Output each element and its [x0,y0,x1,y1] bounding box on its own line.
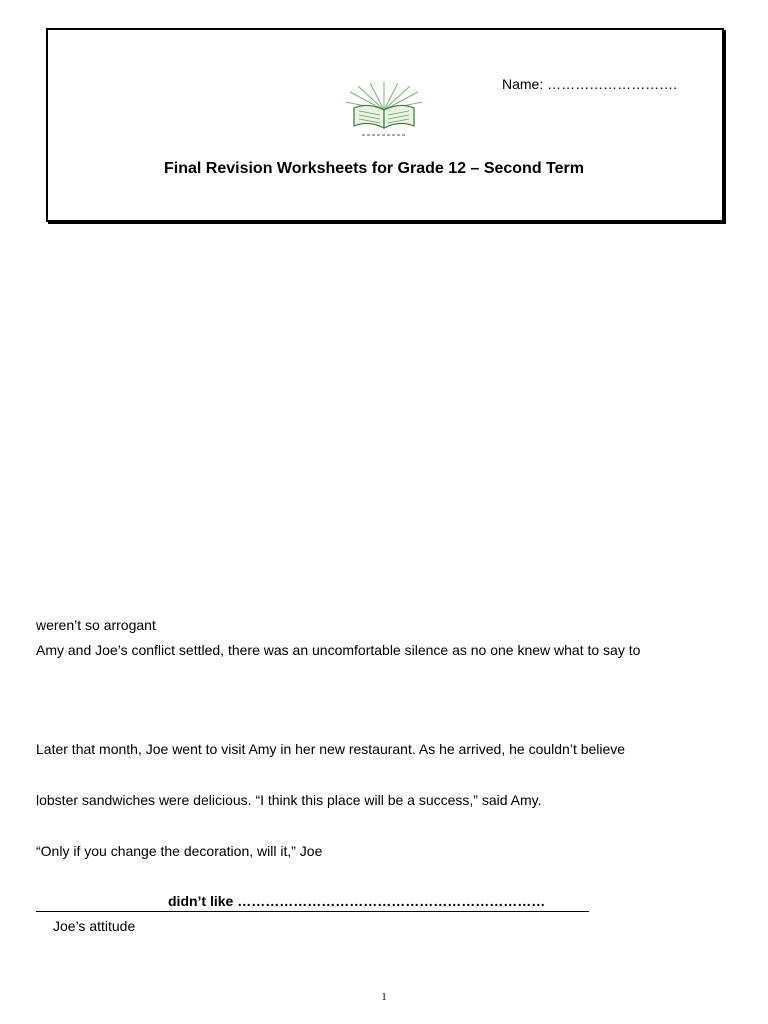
text-line-2: Amy and Joe’s conflict settled, there was an uncomfortable silence as no one knew what to say to [36,642,641,658]
page-title: Final Revision Worksheets for Grade 12 – Second Term [164,160,584,177]
text-line-4: lobster sandwiches were delicious. “I think this place will be a success,” said Amy. [36,792,542,808]
answer-line[interactable] [36,893,589,912]
text-line-1: weren’t so arrogant [36,617,156,633]
name-field[interactable]: Name: ………………………. [502,76,678,92]
text-line-3: Later that month, Joe went to visit Amy in her new restaurant. As he arrived, he couldn’t believe [36,741,626,757]
page-number: 1 [381,991,387,1003]
open-book-logo-icon [342,82,426,138]
header-box [46,28,724,222]
text-line-5: “Only if you change the decoration, will it,” Joe [36,843,323,859]
answer-option: Joe’s attitude [53,918,136,934]
answer-text: didn’t like ………………………………………………………… [168,893,546,909]
